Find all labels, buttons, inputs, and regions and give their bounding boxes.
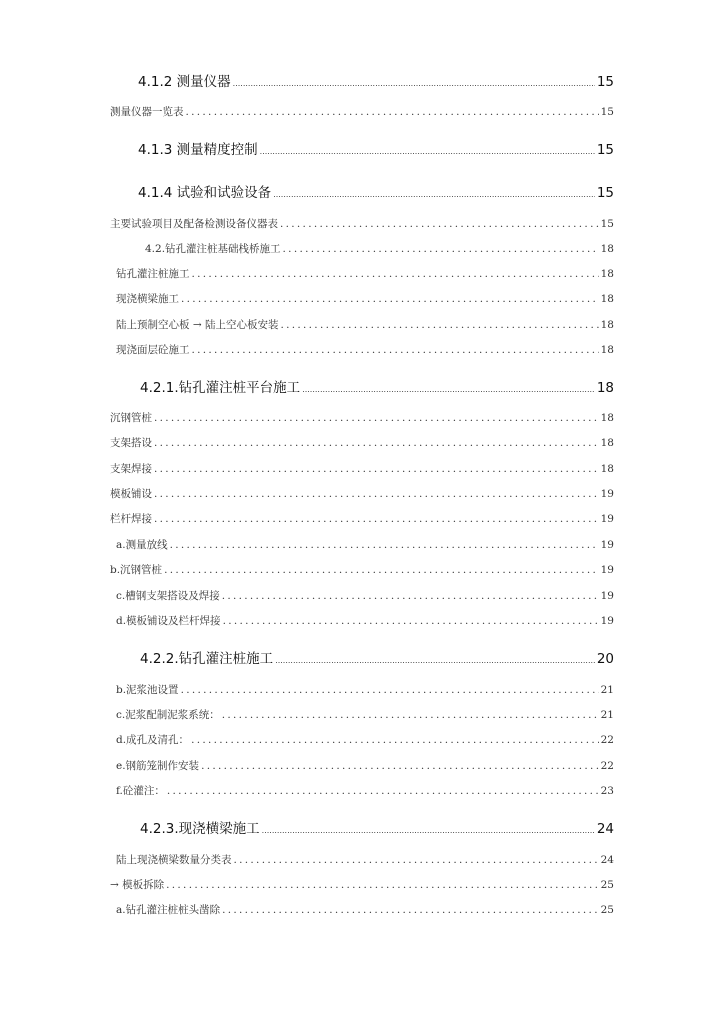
- toc-leader-dots: [283, 243, 599, 255]
- toc-entry-page: 22: [600, 734, 614, 746]
- toc-leader-dots: [166, 879, 598, 891]
- toc-entry-formwork-railing[interactable]: [116, 613, 614, 628]
- toc-leader-dots: [154, 513, 599, 525]
- toc-entry-page: 15: [596, 74, 614, 90]
- toc-entry-formwork-lay[interactable]: [110, 486, 614, 501]
- toc-entry-title: 4.2.3.现浇横梁施工: [140, 821, 260, 837]
- toc-leader-dots: [154, 437, 599, 449]
- toc-entry-title: 钻孔灌注桩施工: [116, 268, 190, 280]
- toc-entry-page: 18: [600, 344, 614, 356]
- toc-entry-page: 21: [600, 709, 614, 721]
- toc-entry-title: e.钢筋笼制作安装: [116, 760, 200, 772]
- toc-entry-cross-beam[interactable]: [116, 291, 614, 306]
- toc-entry-rebar-cage[interactable]: [116, 758, 614, 773]
- toc-entry-page: 18: [600, 293, 614, 305]
- toc-entry-page: 19: [600, 539, 614, 551]
- toc-entry-4-2-2[interactable]: [140, 647, 614, 667]
- toc-entry-support-erect[interactable]: [110, 435, 614, 450]
- toc-entry-title: d.成孔及清孔：: [116, 734, 190, 746]
- toc-entry-title: 支架焊接: [110, 463, 152, 475]
- toc-entry-title: 陆上预制空心板 → 陆上空心板安装: [116, 319, 279, 331]
- toc-entry-page: 18: [600, 268, 614, 280]
- toc-entry-concrete-pour[interactable]: [116, 783, 614, 798]
- toc-entry-title: 栏杆焊接: [110, 513, 152, 525]
- toc-entry-mud-pit[interactable]: [116, 682, 614, 697]
- toc-entry-title: 主要试验项目及配备检测设备仪器表: [110, 218, 278, 230]
- toc-entry-title: 陆上现浇横梁数量分类表: [116, 854, 232, 866]
- toc-entry-surface-concrete[interactable]: [116, 342, 614, 357]
- toc-entry-page: 23: [600, 785, 614, 797]
- toc-leader-dots: [201, 760, 599, 772]
- toc-entry-title: 4.1.2 测量仪器: [138, 74, 231, 90]
- toc-leader-dots: [164, 564, 599, 576]
- toc-leader-dots: [181, 684, 599, 696]
- toc-entry-survey-layout[interactable]: [116, 537, 614, 552]
- toc-entry-page: 18: [600, 243, 614, 255]
- toc-entry-drill-clean[interactable]: [116, 732, 614, 747]
- toc-leader-dots: [233, 79, 595, 88]
- toc-entry-4-2-3[interactable]: [140, 817, 614, 837]
- toc-entry-page: 15: [596, 185, 614, 201]
- toc-leader-dots: [302, 385, 595, 394]
- toc-entry-4-1-3[interactable]: [138, 138, 614, 158]
- toc-entry-title: → 模板拆除: [110, 879, 165, 891]
- toc-entry-bored-pile[interactable]: [116, 266, 614, 281]
- toc-entry-title: 测量仪器一览表: [110, 106, 184, 118]
- toc-entry-page: 24: [600, 854, 614, 866]
- toc-leader-dots: [223, 615, 599, 627]
- toc-entry-railing-weld[interactable]: [110, 511, 614, 526]
- toc-leader-dots: [222, 709, 599, 721]
- toc-entry-steel-pile[interactable]: [110, 410, 614, 425]
- toc-leader-dots: [167, 785, 599, 797]
- toc-leader-dots: [222, 904, 599, 916]
- toc-entry-support-weld[interactable]: [110, 461, 614, 476]
- toc-leader-dots: [273, 190, 595, 199]
- toc-entry-page: 18: [600, 412, 614, 424]
- toc-leader-dots: [222, 590, 599, 602]
- toc-entry-page: 18: [596, 380, 614, 396]
- toc-entry-page: 19: [600, 590, 614, 602]
- toc-entry-title: c.槽钢支架搭设及焊接: [116, 590, 220, 602]
- toc-entry-page: 24: [596, 821, 614, 837]
- toc-entry-b-steel-pile[interactable]: [110, 562, 614, 577]
- toc-entry-formwork-removal[interactable]: [110, 877, 614, 892]
- toc-entry-title: b.沉钢管桩: [110, 564, 163, 576]
- toc-entry-page: 15: [596, 142, 614, 158]
- toc-leader-dots: [262, 826, 595, 835]
- toc-entry-page: 20: [596, 651, 614, 667]
- toc-entry-hollow-slab[interactable]: [116, 317, 614, 332]
- toc-entry-mud-system[interactable]: [116, 707, 614, 722]
- toc-leader-dots: [186, 106, 599, 118]
- toc-entry-title: 现浇横梁施工: [116, 293, 179, 305]
- toc-entry-page: 19: [600, 513, 614, 525]
- toc-entry-page: 25: [600, 879, 614, 891]
- toc-entry-page: 19: [600, 488, 614, 500]
- toc-entry-title: c.泥浆配制泥浆系统：: [116, 709, 220, 721]
- toc-entry-channel-support[interactable]: [116, 588, 614, 603]
- toc-entry-page: 18: [600, 319, 614, 331]
- toc-leader-dots: [154, 412, 599, 424]
- toc-entry-beam-quantity[interactable]: [116, 852, 614, 867]
- toc-entry-title: 沉钢管桩: [110, 412, 152, 424]
- toc-entry-title: 模板铺设: [110, 488, 152, 500]
- toc-entry-4-1-4[interactable]: [138, 181, 614, 201]
- toc-entry-4-2[interactable]: [145, 241, 614, 256]
- toc-entry-title: 4.2.钻孔灌注桩基础栈桥施工: [145, 243, 281, 255]
- toc-entry-title: 现浇面层砼施工: [116, 344, 190, 356]
- toc-entry-test-items[interactable]: [110, 216, 614, 231]
- toc-entry-title: d.模板铺设及栏杆焊接: [116, 615, 221, 627]
- toc-entry-page: 19: [600, 564, 614, 576]
- toc-entry-4-2-1[interactable]: [140, 376, 614, 396]
- toc-leader-dots: [170, 539, 599, 551]
- toc-entry-page: 25: [600, 904, 614, 916]
- toc-leader-dots: [181, 293, 599, 305]
- toc-leader-dots: [192, 268, 599, 280]
- toc-entry-page: 18: [600, 437, 614, 449]
- toc-entry-instrument-list[interactable]: [110, 104, 614, 119]
- toc-entry-title: a.测量放线: [116, 539, 168, 551]
- toc-entry-pile-head[interactable]: [116, 902, 614, 917]
- toc-entry-title: a.钻孔灌注桩桩头凿除: [116, 904, 221, 916]
- toc-entry-page: 22: [600, 760, 614, 772]
- toc-entry-title: 4.2.2.钻孔灌注桩施工: [140, 651, 274, 667]
- toc-leader-dots: [234, 854, 599, 866]
- toc-leader-dots: [280, 218, 599, 230]
- toc-leader-dots: [154, 488, 599, 500]
- toc-entry-page: 18: [600, 463, 614, 475]
- toc-entry-title: 4.1.3 测量精度控制: [138, 142, 258, 158]
- toc-leader-dots: [280, 319, 598, 331]
- toc-leader-dots: [154, 463, 599, 475]
- toc-entry-page: 15: [600, 106, 614, 118]
- toc-entry-title: b.泥浆池设置: [116, 684, 179, 696]
- toc-entry-title: 支架搭设: [110, 437, 152, 449]
- toc-leader-dots: [275, 656, 595, 665]
- toc-entry-title: 4.1.4 试验和试验设备: [138, 185, 272, 201]
- toc-entry-page: 15: [600, 218, 614, 230]
- toc-entry-4-1-2[interactable]: [138, 70, 614, 90]
- toc-leader-dots: [260, 147, 595, 156]
- toc-entry-page: 19: [600, 615, 614, 627]
- toc-entry-title: 4.2.1.钻孔灌注桩平台施工: [140, 380, 301, 396]
- toc-leader-dots: [191, 734, 599, 746]
- toc-leader-dots: [192, 344, 599, 356]
- toc-entry-page: 21: [600, 684, 614, 696]
- toc-entry-title: f.砼灌注：: [116, 785, 165, 797]
